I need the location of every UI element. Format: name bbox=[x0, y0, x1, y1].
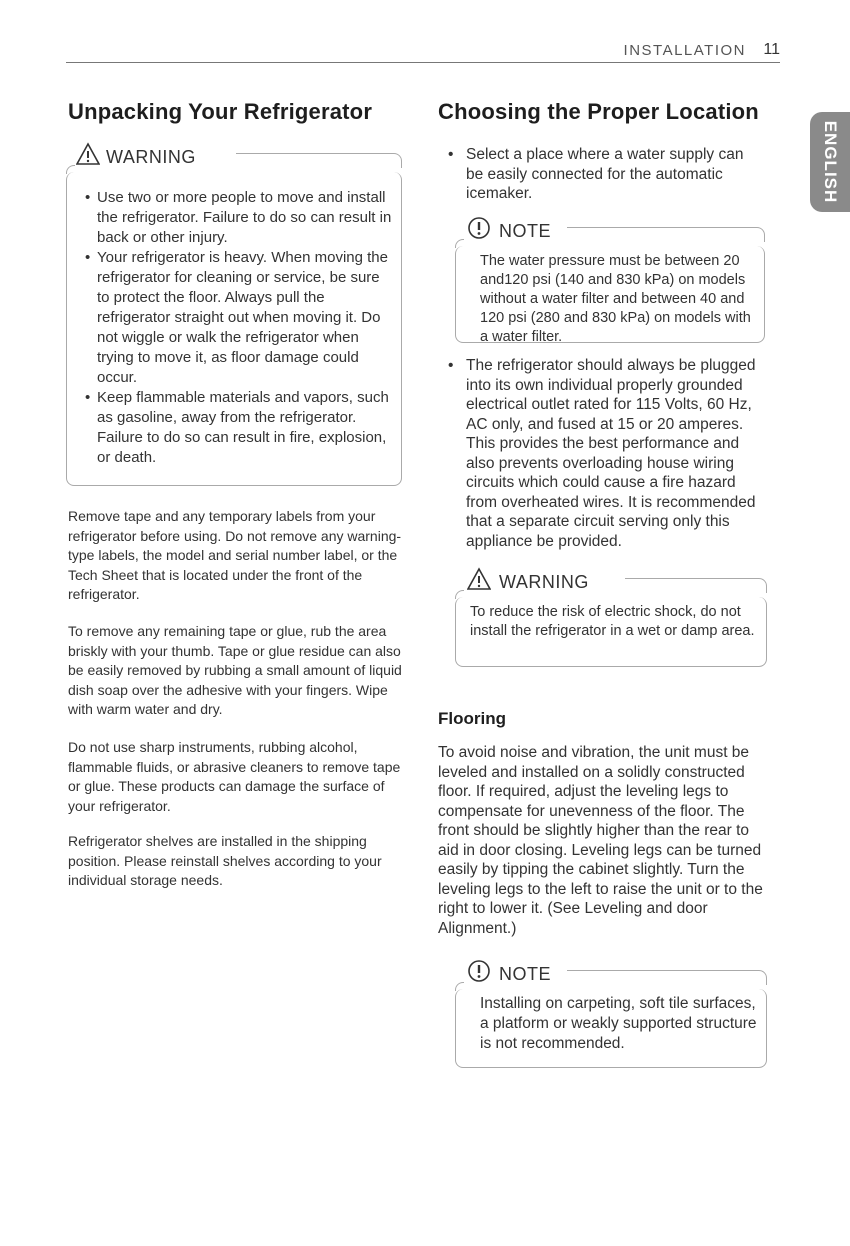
flooring-text: To avoid noise and vibration, the unit must be leveled and installed on a solidly constructed floor. If required, adjust the leveling legs to compensate for unevenness of the floor. The front should be slightly higher than the rear to aid in door closing. Leveling legs can be turned easily by tipping the cabinet slightly. Turn the leveling legs to the left to raise the unit or to the right to lower it. (See Leveling and door Alignment.) bbox=[438, 744, 763, 937]
warning-item: • Keep flammable materials and vapors, such as gasoline, away from the refrigerator. Failure to do so can result in fire, explosion, or death. bbox=[85, 388, 395, 468]
warning-box-left bbox=[66, 147, 402, 486]
location-bullet: • The refrigerator should always be plugged into its own individual properly grounded electrical outlet rated for 115 Volts, 60 Hz, AC only, and fused at 15 or 20 amperes. This provides the best performance and also prevents overloading house wiring circuits which could cause a fire hazard from overheated wires. It is recommended that a separate circuit serving only this appliance be provided. bbox=[448, 356, 766, 551]
unpacking-title: Unpacking Your Refrigerator bbox=[68, 99, 373, 124]
warning-text: To reduce the risk of electric shock, do not install the refrigerator in a wet or damp area. bbox=[470, 604, 755, 639]
paragraph: Remove tape and any temporary labels from your refrigerator before using. Do not remove any warning-type labels, the model and serial number label, or the Tech Sheet that is located under the front of the refrigerator. bbox=[68, 508, 402, 602]
note-box-2 bbox=[455, 964, 767, 1068]
warning-item: • Your refrigerator is heavy. When moving the refrigerator for cleaning or service, be sure to protect the floor. Always pull the refrigerator straight out when moving it. Do not wiggle or walk the refrigerator when trying to move it, as floor damage could occur. bbox=[85, 248, 395, 388]
note-label: NOTE bbox=[499, 221, 552, 241]
location-title: Choosing the Proper Location bbox=[438, 99, 759, 124]
warning-item: • Use two or more people to move and install the refrigerator. Failure to do so can result in back or other injury. bbox=[85, 188, 395, 248]
note-label: NOTE bbox=[499, 964, 552, 984]
note-box-1 bbox=[455, 221, 765, 345]
note-icon bbox=[467, 959, 491, 983]
note-text: Installing on carpeting, soft tile surfaces, a platform or weakly supported structure is not recommended. bbox=[480, 995, 757, 1052]
page-number: 11 bbox=[763, 41, 780, 58]
location-bullet: • Select a place where a water supply can be easily connected for the automatic icemaker. bbox=[448, 145, 763, 204]
warning-label: WARNING bbox=[499, 572, 589, 592]
warning-box-right bbox=[455, 572, 767, 667]
language-tab bbox=[810, 112, 850, 212]
section-title: INSTALLATION bbox=[623, 42, 746, 59]
warning-label: WARNING bbox=[106, 147, 196, 167]
warning-icon bbox=[76, 142, 100, 166]
note-text: The water pressure must be between 20 and120 psi (140 and 830 kPa) on models without a water filter and between 40 and 120 psi (280 and 830 kPa) on models with a water filter. bbox=[480, 253, 751, 345]
paragraph: Do not use sharp instruments, rubbing alcohol, flammable fluids, or abrasive cleaners to remove tape or glue. These products can damage the surface of your refrigerator. bbox=[68, 739, 401, 814]
page-header bbox=[66, 42, 780, 63]
language-tab-label: ENGLISH bbox=[821, 120, 840, 204]
paragraph: Refrigerator shelves are installed in the shipping position. Please reinstall shelves according to your individual storage needs. bbox=[68, 833, 382, 888]
note-icon bbox=[467, 216, 491, 240]
flooring-title: Flooring bbox=[438, 709, 506, 728]
paragraph: To remove any remaining tape or glue, rub the area briskly with your thumb. Tape or glue residue can also be easily removed by rubbing a small amount of liquid dish soap over the adhesive with your fingers. Wipe with warm water and dry. bbox=[68, 623, 402, 717]
warning-icon bbox=[467, 567, 491, 591]
